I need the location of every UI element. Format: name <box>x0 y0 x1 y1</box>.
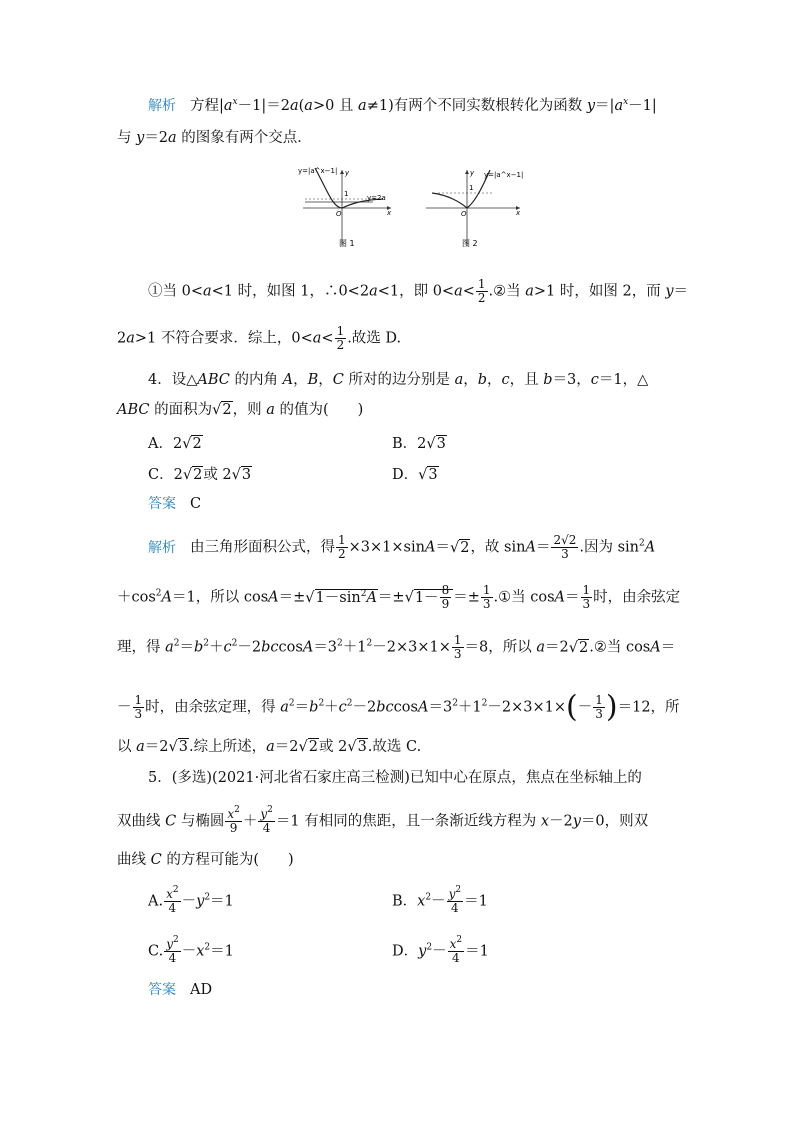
q4-analysis-line2: $+\cos^2A=1$，所以 $\cos A=\pm√1-\sin^2A=\pm√1-$ $\frac{8}{9}$ ＝± $\frac{1}{3}$ .①当 cosA＝ $\frac{1}{3}$ 时，由余弦定 <box>117 583 681 611</box>
answer-tag: 答案 <box>148 496 176 512</box>
figure-2 <box>420 164 525 252</box>
q4-stem-line1: 4．设△ABC 的内角 A，B，C 所对的边分别是 a，b，c，且 b＝3，c＝1，△ <box>148 372 649 388</box>
q4-analysis-line3: 理，得 $a^2=b^2+c^2-2bccosA=3^2+1^2-2\times 3\times 1\times$ $\frac{1}{3}$ ＝8，所以 a＝2√2.②当 cosA＝ <box>117 633 676 661</box>
fig1-line-label: y=2a <box>367 194 386 202</box>
q5-stem-line1: 5．(多选)(2021·河北省石家庄高三检测)已知中心在原点，焦点在坐标轴上的 <box>148 770 642 786</box>
fig1-x-label: x <box>387 209 392 217</box>
fig1-y-label: y <box>345 169 350 177</box>
q5-stem-line2: 双曲线 C 与椭圆 $\frac{x^2}{9}$ ＋ $\frac{y^2}{4}$ ＝1 有相同的焦距，且一条渐近线方程为 x－2y＝0，则双 <box>117 805 649 835</box>
q5-stem-line3: 曲线 C 的方程可能为( ) <box>117 852 294 868</box>
q5-option-b: B．$x^2-$ $\frac{y^2}{4}$ ＝1 <box>392 885 488 915</box>
fig2-caption: 图 2 <box>462 239 478 248</box>
q5-option-d: D．$y^2-$ $\frac{x^2}{4}$ ＝1 <box>392 935 489 965</box>
fig1-curve-label: y=|a^x−1| <box>298 167 338 175</box>
analysis1-line1: 解析 方程$|a^x-1|=2a(a>0$ 且 a≠1)有两个不同实数根转化为函数 $y=|a^x-1|$ <box>148 97 657 114</box>
figure-1 <box>295 164 395 252</box>
fig1-one-label: 1 <box>344 190 349 198</box>
fig2-x-label: x <box>516 209 521 217</box>
fig1-caption: 图 1 <box>339 239 355 248</box>
fig2-y-label: y <box>470 169 475 177</box>
q4-answer <box>148 494 678 514</box>
analysis1-line2: 与 y＝2a 的图象有两个交点． <box>117 130 312 146</box>
cases-line1: ①当 0<a<1 时，如图 1，∴0<2a<1，即 0<a< $\frac{1}{2}$ .②当 a>1 时，如图 2，而 y＝ <box>148 277 689 305</box>
cases-line2: 2a>1 不符合要求．综上，0<a< $\frac{1}{2}$ .故选 D. <box>117 324 402 352</box>
fig2-one-label: 1 <box>469 184 474 192</box>
q5-answer <box>148 980 678 1000</box>
q4-option-c: C．2√2或 2√3 <box>148 467 252 483</box>
fig1-origin: O <box>336 210 342 218</box>
q4-stem-line2: ABC 的面积为√2，则 a 的值为( ) <box>117 402 364 418</box>
q4-option-a: A．2√2 <box>148 436 202 452</box>
fig2-curve-label: y=|a^x−1| <box>484 171 524 179</box>
analysis-tag: 解析 <box>148 98 176 114</box>
q4-analysis-line1: 解析 由三角形面积公式，得 $\frac{1}{2}$ ×3×1×sinA＝√2，故 sinA＝ $\frac{2√2}{3}$ .因为 $\sin^2A$ <box>148 533 656 561</box>
fig2-origin: O <box>461 210 467 218</box>
analysis-tag: 解析 <box>148 539 176 556</box>
q4-option-d: D．√3 <box>392 467 438 483</box>
q5-answer-value: AD <box>190 982 213 998</box>
q4-analysis-line5: 以 a＝2√3.综上所述，a＝2√2或 2√3.故选 C. <box>117 739 422 755</box>
q4-analysis-line4: － $\frac{1}{3}$ 时，由余弦定理，得 $a^2=b^2+c^2-2bccosA=3^2+1^2-2\times 3\times 1\times(-$ $\frac{1}{3}$ )＝12，所 <box>117 689 680 725</box>
q5-option-c: C. $\frac{y^2}{4}$ $-x^2=1$ <box>148 935 234 965</box>
q4-answer-value: C <box>190 496 202 512</box>
q4-option-b: B．2√3 <box>392 436 446 452</box>
q5-option-a: A. $\frac{x^2}{4}$ $-y^2=1$ <box>148 885 234 915</box>
answer-tag: 答案 <box>148 982 176 998</box>
